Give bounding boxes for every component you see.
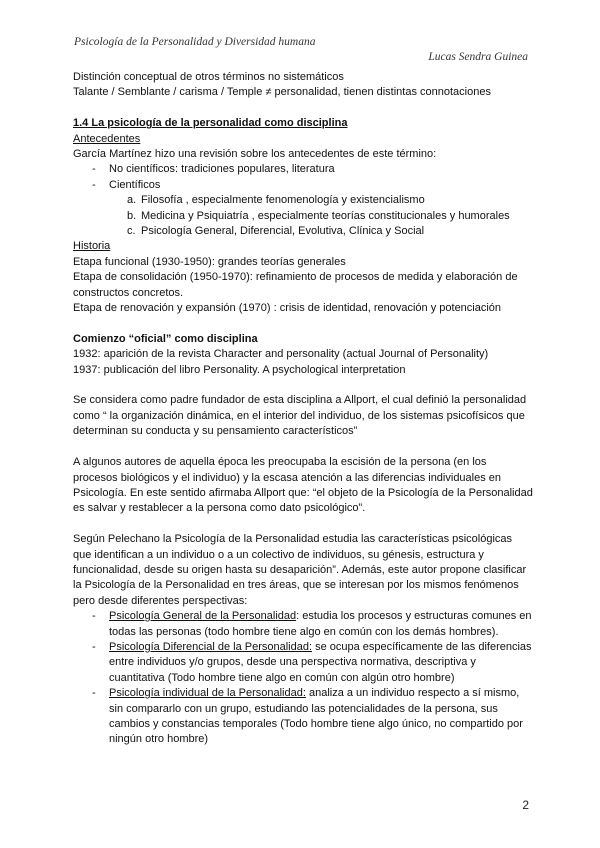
antecedentes-heading: Antecedentes (73, 132, 141, 145)
list-marker: a. (127, 194, 137, 207)
area-title: Psicología General de la Personalidad (109, 610, 297, 623)
list-marker: c. (127, 225, 136, 238)
intro-line-1: Distinción conceptual de otros términos no sistemáticos (73, 71, 344, 83)
area-text: analiza a un individuo respecto a sí mismo, sin compararlo con un grupo, estudiando las potencialidades de la persona, sus cambios y constancias temporales (Todo hombre tiene algo único, no compartido por ningún otro hombre) (109, 687, 523, 746)
list-item (127, 209, 533, 224)
header-course-title: Psicología de la Personalidad y Diversidad humana (74, 36, 316, 48)
historia-heading: Historia (73, 240, 111, 253)
list-item (127, 224, 533, 239)
area-title: Psicología Diferencial de la Personalidad: (109, 640, 313, 653)
area-text: : estudia los procesos y estructuras comunes en todas las personas (todo hombre tiene algo en común con los demás hombres). (109, 610, 532, 638)
list-item (92, 178, 533, 193)
comienzo-line-1: 1932: aparición de la revista Character and personality (actual Journal of Personality) (73, 348, 489, 361)
list-item (92, 686, 533, 748)
cientificos-sublist (73, 193, 533, 239)
list-item-text: Psicología General, Diferencial, Evolutiva, Clínica y Social (141, 225, 425, 238)
list-marker: b. (127, 209, 137, 222)
historia-line-2: Etapa de consolidación (1950-1970): refinamiento de procesos de medida y elaboración de constructos concretos. (73, 271, 518, 299)
list-item-label: Científicos (109, 178, 161, 191)
antecedentes-intro: García Martínez hizo una revisión sobre los antecedentes de este término: (73, 148, 437, 161)
page-number: 2 (522, 798, 529, 812)
antecedentes-list (73, 162, 533, 193)
list-item (127, 193, 533, 208)
allport-paragraph: Se considera como padre fundador de esta disciplina a Allport, el cual definió la personalidad como “ la organización dinámica, en el interior del individuo, de los sistemas psicofísicos que determinan su conducta y su pensamiento característicos” (73, 394, 527, 438)
area-title: Psicología individual de la Personalidad: (109, 687, 306, 700)
autores-paragraph: A algunos autores de aquella época les preocupaba la escisión de la persona (en los procesos biológicos y el individuo) y la escasa atención a las diferencias individuales en Psicología. En este sentido afirmaba Allport que: “el objeto de la Psicología de la Personalidad es salvar y restablecer a la persona como dato psicológico”. (73, 456, 533, 515)
list-item: - No científicos: tradiciones populares, literatura (92, 162, 533, 177)
pelechano-paragraph: Según Pelechano la Psicología de la Personalidad estudia las características psicológicas que identifican a un individuo o a un colectivo de individuos, su génesis, estructura y funcionalidad, desde su origen hasta su desaparición”. Además, este autor propone clasificar la Psicología de la Personalidad en tres áreas, que se interesan por los mismos fenómenos pero desde diferentes perspectivas: (73, 533, 527, 607)
page-content (73, 70, 533, 748)
areas-list (73, 609, 533, 748)
header-author: Lucas Sendra Guinea (428, 51, 528, 63)
area-text: se ocupa específicamente de las diferencias entre individuos y/o grupos, desde una perspectiva normativa, descriptiva y cuantitativa (Todo hombre tiene algo en común con algún otro hombre) (109, 640, 532, 684)
intro-line-2: Talante / Semblante / carisma / Temple ≠ personalidad, tienen distintas connotaciones (73, 86, 491, 99)
historia-line-3: Etapa de renovación y expansión (1970) : crisis de identidad, renovación y potenciación (73, 302, 502, 315)
comienzo-heading: Comienzo “oficial” como disciplina (73, 332, 258, 345)
list-item-text: Filosofía , especialmente fenomenología y existencialismo (141, 194, 425, 207)
list-item-text: Medicina y Psiquiatría , especialmente teorías constitucionales y humorales (141, 209, 510, 222)
historia-line-1: Etapa funcional (1930-1950): grandes teorías generales (73, 255, 346, 268)
list-item (92, 640, 533, 686)
comienzo-line-2: 1937: publicación del libro Personality. A psychological interpretation (73, 363, 406, 376)
list-item (92, 609, 533, 640)
section-title: 1.4 La psicología de la personalidad como disciplina (73, 117, 348, 130)
